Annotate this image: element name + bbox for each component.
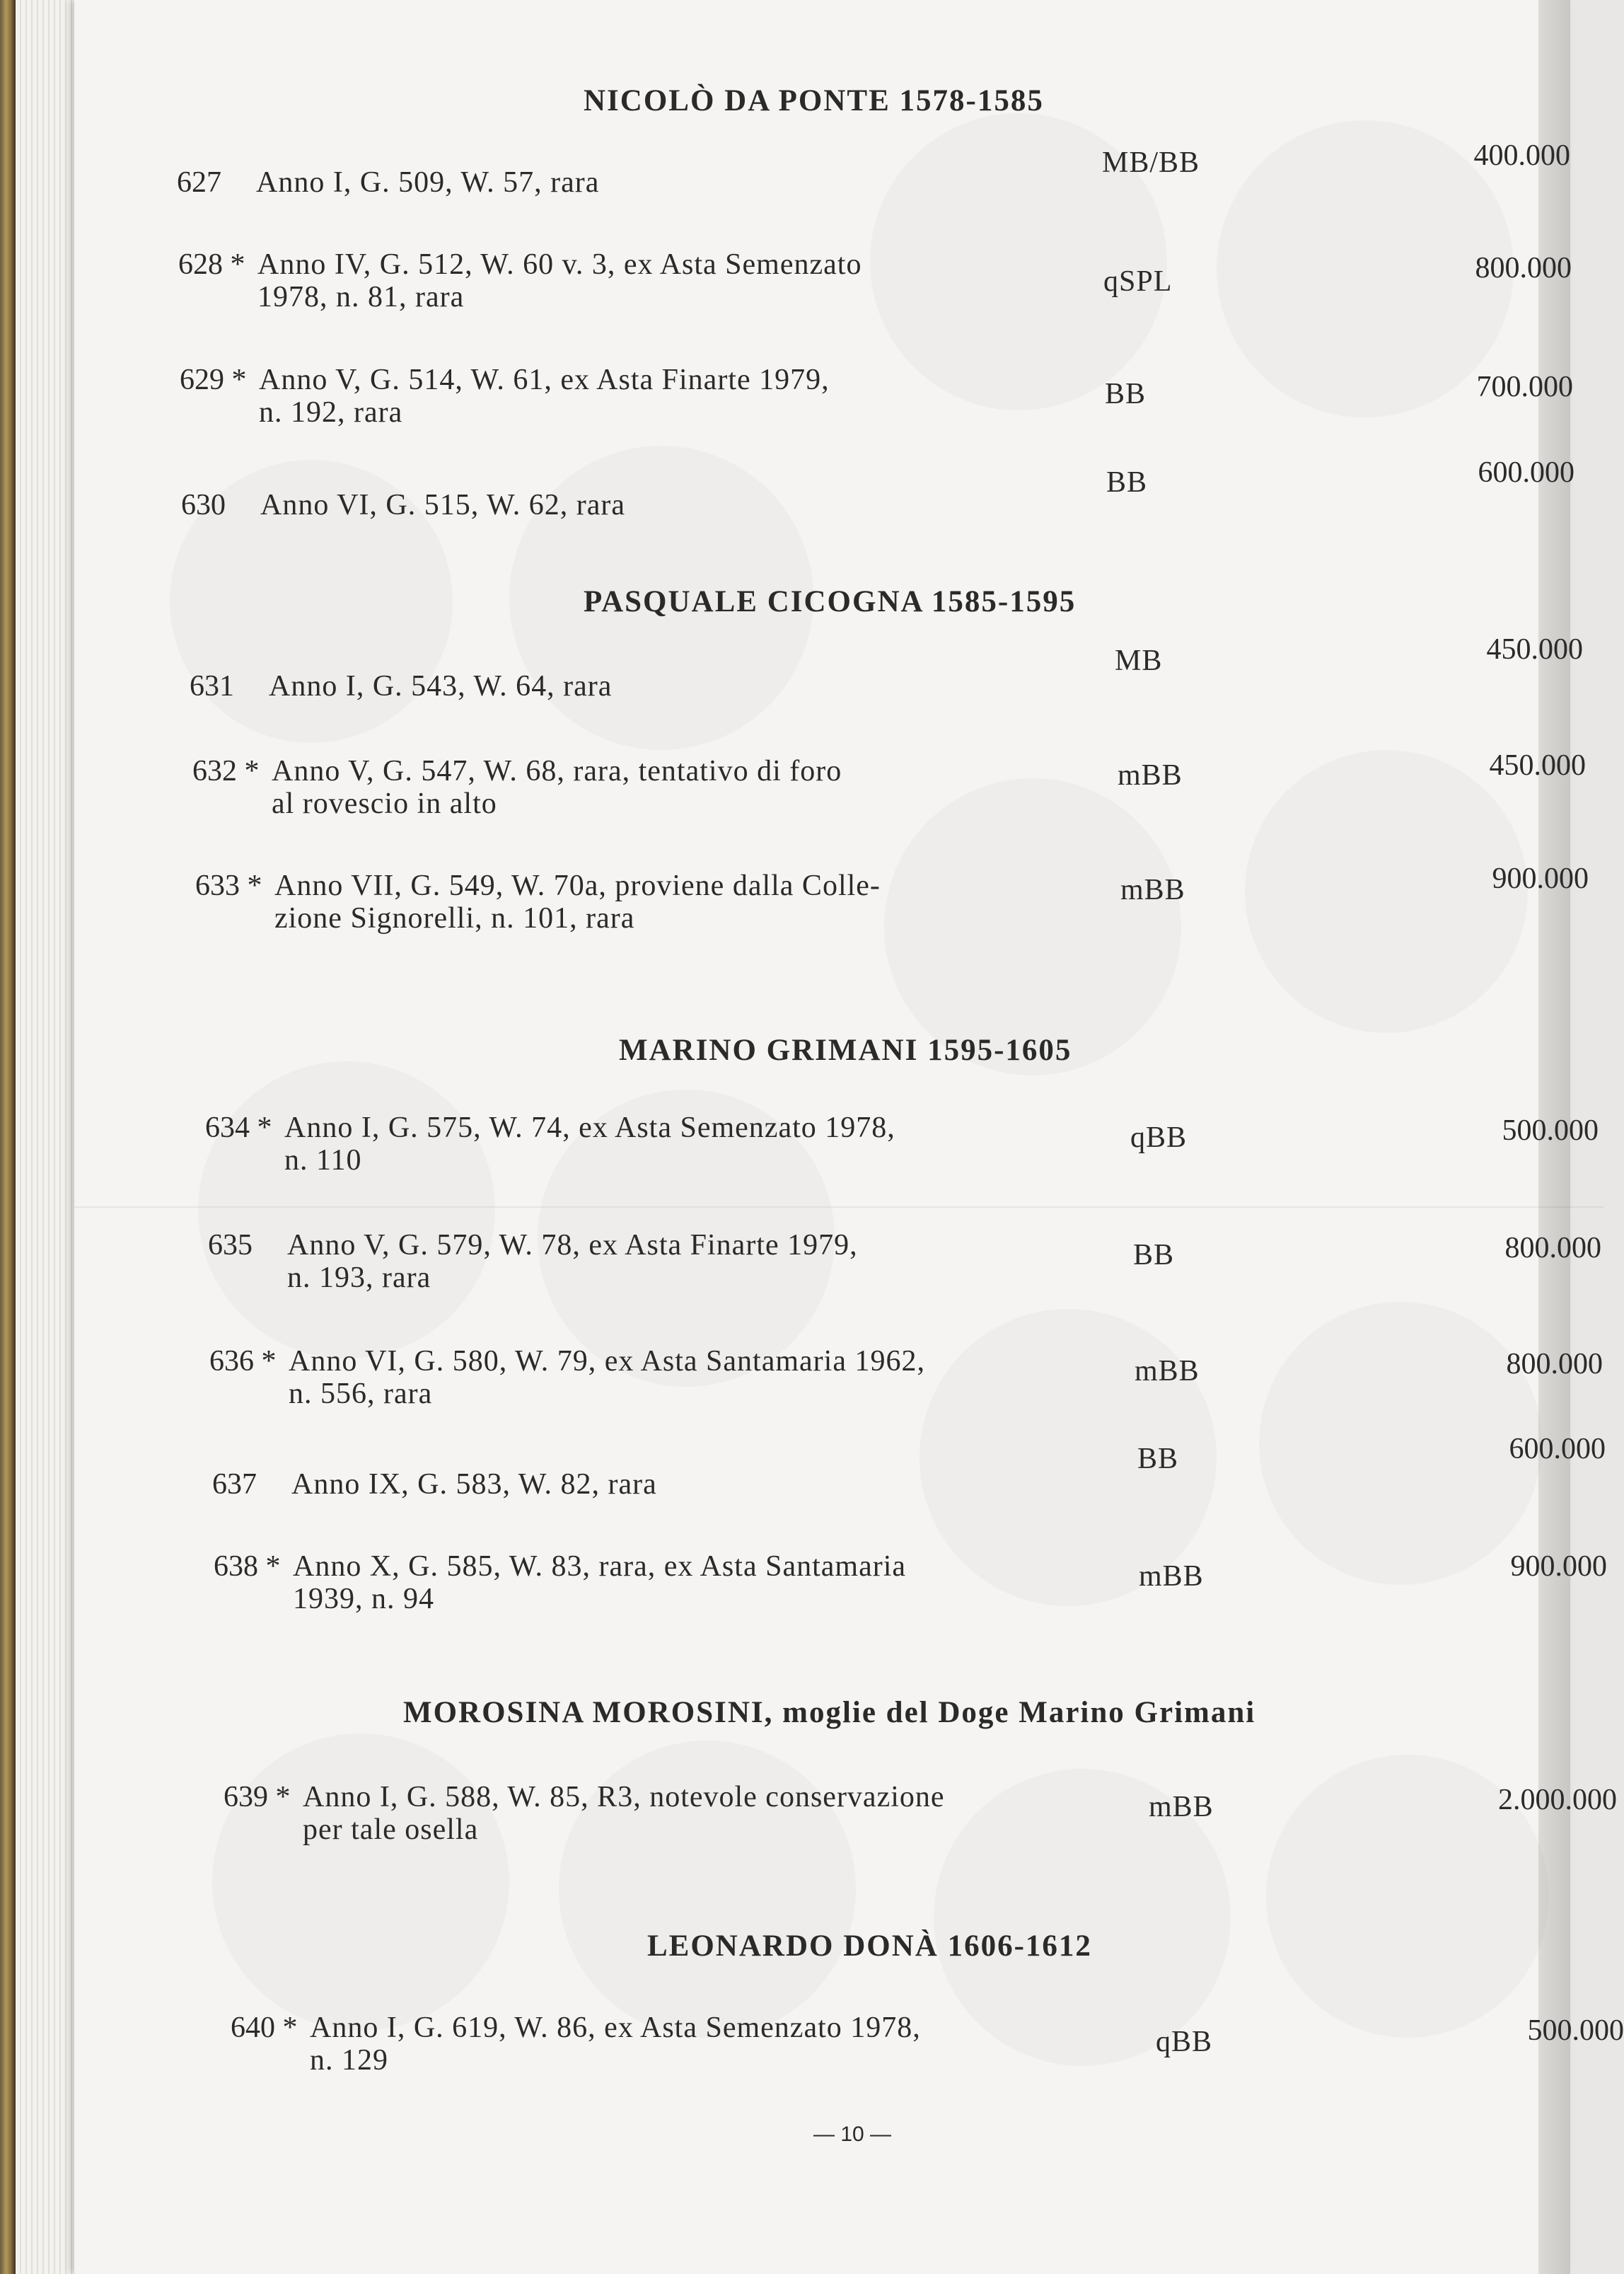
lot-description-cont: 1939, n. 94: [293, 1583, 434, 1615]
lot-description-cont: per tale osella: [303, 1813, 479, 1846]
lot-grade: mBB: [1118, 759, 1183, 792]
lot-grade: BB: [1106, 466, 1148, 499]
lot-grade: mBB: [1120, 874, 1185, 906]
section-heading-dona: LEONARDO DONÀ 1606-1612: [647, 1929, 1092, 1963]
lot-price: 800.000: [1504, 1232, 1601, 1264]
lot-price: 2.000.000: [1498, 1784, 1617, 1816]
lot-price: 600.000: [1509, 1433, 1606, 1465]
lot-grade: MB/BB: [1102, 146, 1200, 179]
lot-grade: mBB: [1135, 1355, 1200, 1387]
lot-description: Anno IV, G. 512, W. 60 v. 3, ex Asta Semenzato: [257, 248, 862, 281]
lot-description: Anno I, G. 509, W. 57, rara: [256, 166, 600, 199]
lot-description-cont: n. 110: [284, 1144, 362, 1177]
lot-description: Anno V, G. 547, W. 68, rara, tentativo di foro: [272, 755, 842, 787]
lot-description: Anno VI, G. 580, W. 79, ex Asta Santamaria 1962,: [289, 1345, 925, 1378]
lot-price: 500.000: [1502, 1114, 1599, 1147]
lot-description: Anno V, G. 514, W. 61, ex Asta Finarte 1979,: [259, 364, 830, 396]
lot-number: 630: [181, 489, 226, 521]
lot-grade: BB: [1105, 378, 1147, 410]
lot-number: 627: [177, 166, 221, 199]
lot-description: Anno I, G. 588, W. 85, R3, notevole conservazione: [303, 1781, 945, 1813]
lot-grade: BB: [1137, 1443, 1179, 1475]
lot-description: Anno I, G. 543, W. 64, rara: [269, 670, 613, 703]
lot-description-cont: zione Signorelli, n. 101, rara: [274, 902, 635, 935]
lot-grade: BB: [1133, 1239, 1175, 1271]
lot-description: Anno I, G. 619, W. 86, ex Asta Semenzato 1978,: [310, 2012, 921, 2044]
lot-description-cont: n. 556, rara: [289, 1378, 433, 1410]
lot-number: 631: [190, 670, 234, 703]
lot-grade: qBB: [1156, 2026, 1213, 2058]
lot-description: Anno VI, G. 515, W. 62, rara: [260, 489, 626, 521]
lot-grade: qBB: [1130, 1121, 1188, 1154]
lot-price: 800.000: [1506, 1348, 1603, 1380]
lot-number: 629 *: [180, 364, 247, 396]
lot-grade: mBB: [1139, 1560, 1204, 1593]
page-number: — 10 —: [813, 2123, 892, 2146]
lot-number: 628 *: [178, 248, 245, 281]
lot-description-cont: n. 193, rara: [287, 1262, 431, 1294]
lot-description-cont: n. 192, rara: [259, 396, 403, 429]
lot-number: 632 *: [192, 755, 260, 787]
lot-description-cont: n. 129: [310, 2044, 388, 2077]
lot-grade: qSPL: [1103, 265, 1173, 298]
lot-number: 633 *: [195, 870, 262, 902]
section-heading-morosini: MOROSINA MOROSINI, moglie del Doge Marino Grimani: [403, 1696, 1256, 1729]
lot-price: 450.000: [1489, 749, 1586, 782]
lot-price: 700.000: [1476, 371, 1573, 403]
section-heading-cicogna: PASQUALE CICOGNA 1585-1595: [584, 585, 1077, 618]
lot-price: 800.000: [1475, 252, 1572, 284]
lot-description-cont: 1978, n. 81, rara: [257, 281, 465, 313]
lot-number: 638 *: [214, 1550, 281, 1583]
lot-number: 640 *: [231, 2012, 298, 2044]
lot-number: 635: [208, 1229, 253, 1262]
lot-price: 450.000: [1486, 633, 1583, 666]
lot-number: 634 *: [205, 1112, 272, 1144]
lot-price: 500.000: [1527, 2014, 1624, 2047]
lot-description: Anno I, G. 575, W. 74, ex Asta Semenzato 1978,: [284, 1112, 895, 1144]
lot-description: Anno X, G. 585, W. 83, rara, ex Asta Santamaria: [293, 1550, 907, 1583]
lot-price: 400.000: [1473, 139, 1570, 172]
lot-price: 600.000: [1478, 456, 1574, 489]
lot-number: 637: [212, 1468, 257, 1501]
lot-description-cont: al rovescio in alto: [272, 787, 497, 820]
lot-number: 636 *: [209, 1345, 277, 1378]
lot-description: Anno IX, G. 583, W. 82, rara: [291, 1468, 657, 1501]
lot-number: 639 *: [224, 1781, 291, 1813]
section-heading-grimani: MARINO GRIMANI 1595-1605: [619, 1034, 1072, 1067]
lot-price: 900.000: [1492, 862, 1589, 895]
lot-grade: mBB: [1149, 1791, 1214, 1823]
lot-grade: MB: [1115, 645, 1163, 677]
lot-description: Anno V, G. 579, W. 78, ex Asta Finarte 1979,: [287, 1229, 858, 1262]
lot-price: 900.000: [1510, 1550, 1607, 1583]
section-heading-da-ponte: NICOLÒ DA PONTE 1578-1585: [584, 84, 1044, 117]
lot-description: Anno VII, G. 549, W. 70a, proviene dalla Colle-: [274, 870, 881, 902]
